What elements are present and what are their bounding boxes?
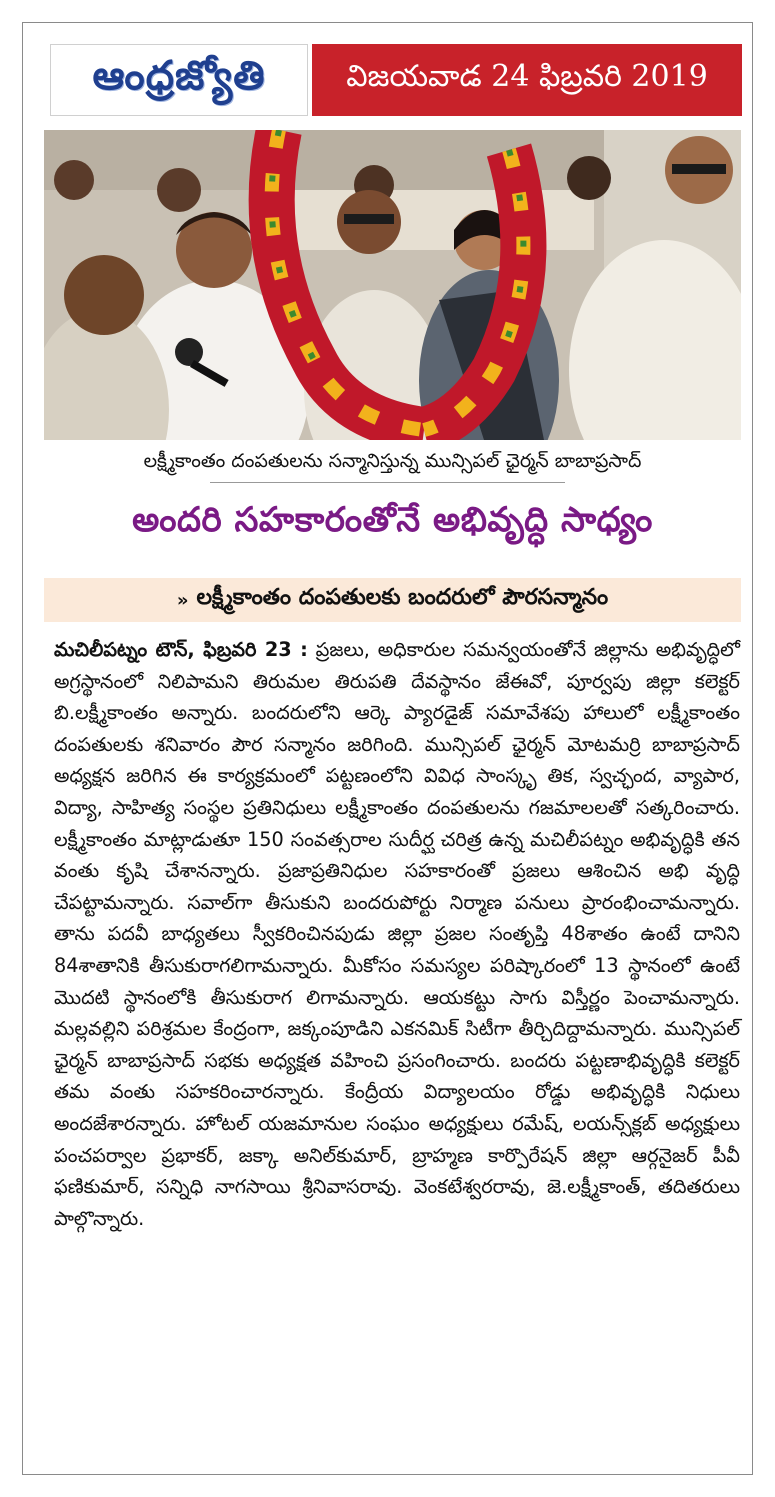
subhead-bullet: » — [176, 589, 189, 611]
caption-divider — [210, 482, 565, 483]
masthead — [50, 44, 742, 116]
article-body — [54, 634, 740, 1234]
article-dateline: మచిలీపట్నం టౌన్, ఫిబ్రవరి 23 : — [54, 638, 308, 661]
logo-text: ఆంధ్రజ్యోతి — [92, 51, 266, 99]
subhead-text: లక్ష్మీకాంతం దంపతులకు బందరులో పౌరసన్మానం — [196, 585, 609, 610]
article-subheadline — [44, 578, 741, 622]
article-paragraph — [54, 634, 740, 1234]
article-headline: అందరి సహకారంతోనే అభివృద్ధి సాధ్యం — [132, 500, 653, 540]
edition-dateline: విజయవాడ 24 ఫిబ్రవరి 2019 — [312, 44, 742, 116]
article-text: ప్రజలు, అధికారుల సమన్వయంతోనే జిల్లాను అభివృద్ధిలో అగ్రస్థానంలో నిలిపామని తిరుమల తిరుపతి దేవస్థానం జేఈవో, పూర్వపు జిల్లా కలెక్టర్ బి.లక్ష్మీకాంతం అన్నారు. బందరులోని ఆర్కె ప్యారడైజ్ సమావేశపు హాలులో లక్ష్మీకాంతం దంపతులకు శనివారం పౌర సన్మానం జరిగింది. మున్సిపల్ ఛైర్మన్ మోటమర్రి బాబాప్రసాద్ అధ్యక్షన జరిగిన ఈ కార్యక్రమంలో పట్టణంలోని వివిధ సాంస్కృ తిక, స్వచ్ఛంద, వ్యాపార, విద్యా, సాహిత్య సంస్థల ప్రతినిధులు లక్ష్మీకాంతం దంపతులను గజమాలలతో సత్కరించారు. లక్ష్మీకాంతం మాట్లాడుతూ 150 సంవత్సరాల సుదీర్ఘ చరిత్ర ఉన్న మచిలీపట్నం అభివృద్ధికి తన వంతు కృషి చేశానన్నారు. ప్రజాప్రతినిధుల సహకారంతో ప్రజలు ఆశించిన అభి వృద్ధి చేపట్టామన్నారు. సవాల్‌గా తీసుకుని బందరుపోర్టు నిర్మాణ పనులు ప్రారంభించామన్నారు. తాను పదవీ బాధ్యతలు స్వీకరించినపుడు జిల్లా ప్రజల సంతృప్తి 48శాతం ఉంటే దానిని 84శాతానికి తీసుకురాగలిగామన్నారు. మీకోసం సమస్యల పరిష్కారంలో 13 స్థానంలో ఉంటే మొదటి స్థానంలోకి తీసుకురాగ లిగామన్నారు. ఆయకట్టు సాగు విస్తీర్ణం పెంచామన్నారు. మల్లవల్లిని పరిశ్రమల కేంద్రంగా, జక్కంపూడిని ఎకనమిక్ సిటీగా తీర్చిదిద్దామన్నారు. మున్సిపల్ ఛైర్మన్ బాబాప్రసాద్ సభకు అధ్యక్షత వహించి ప్రసంగించారు. బందరు పట్టణాభివృద్ధికి కలెక్టర్ తమ వంతు సహకరించారన్నారు. కేంద్రీయ విద్యాలయం రోడ్డు అభివృద్ధికి నిధులు అందజేశారన్నారు. హోటల్ యజమానుల సంఘం అధ్యక్షులు రమేష్, లయన్స్‌క్లబ్ అధ్యక్షులు పంచపర్వాల ప్రభాకర్, జక్కా అనిల్‌కుమార్, బ్రాహ్మణ కార్పొరేషన్ జిల్లా ఆర్గనైజర్ పీవీ ఫణికుమార్, సన్నిధి నాగసాయి శ్రీనివాసరావు. వెంకటేశ్వరరావు, జె.లక్ష్మీకాంత్, తదితరులు పాల్గొన్నారు. — [54, 638, 740, 1230]
photo-caption: లక్ష్మీకాంతం దంపతులను సన్మానిస్తున్న మున్సిపల్ ఛైర్మన్ బాబాప్రసాద్ — [143, 450, 642, 472]
photo-felicitation-icon — [44, 130, 741, 440]
news-photo — [44, 130, 741, 440]
newspaper-logo — [50, 44, 308, 116]
